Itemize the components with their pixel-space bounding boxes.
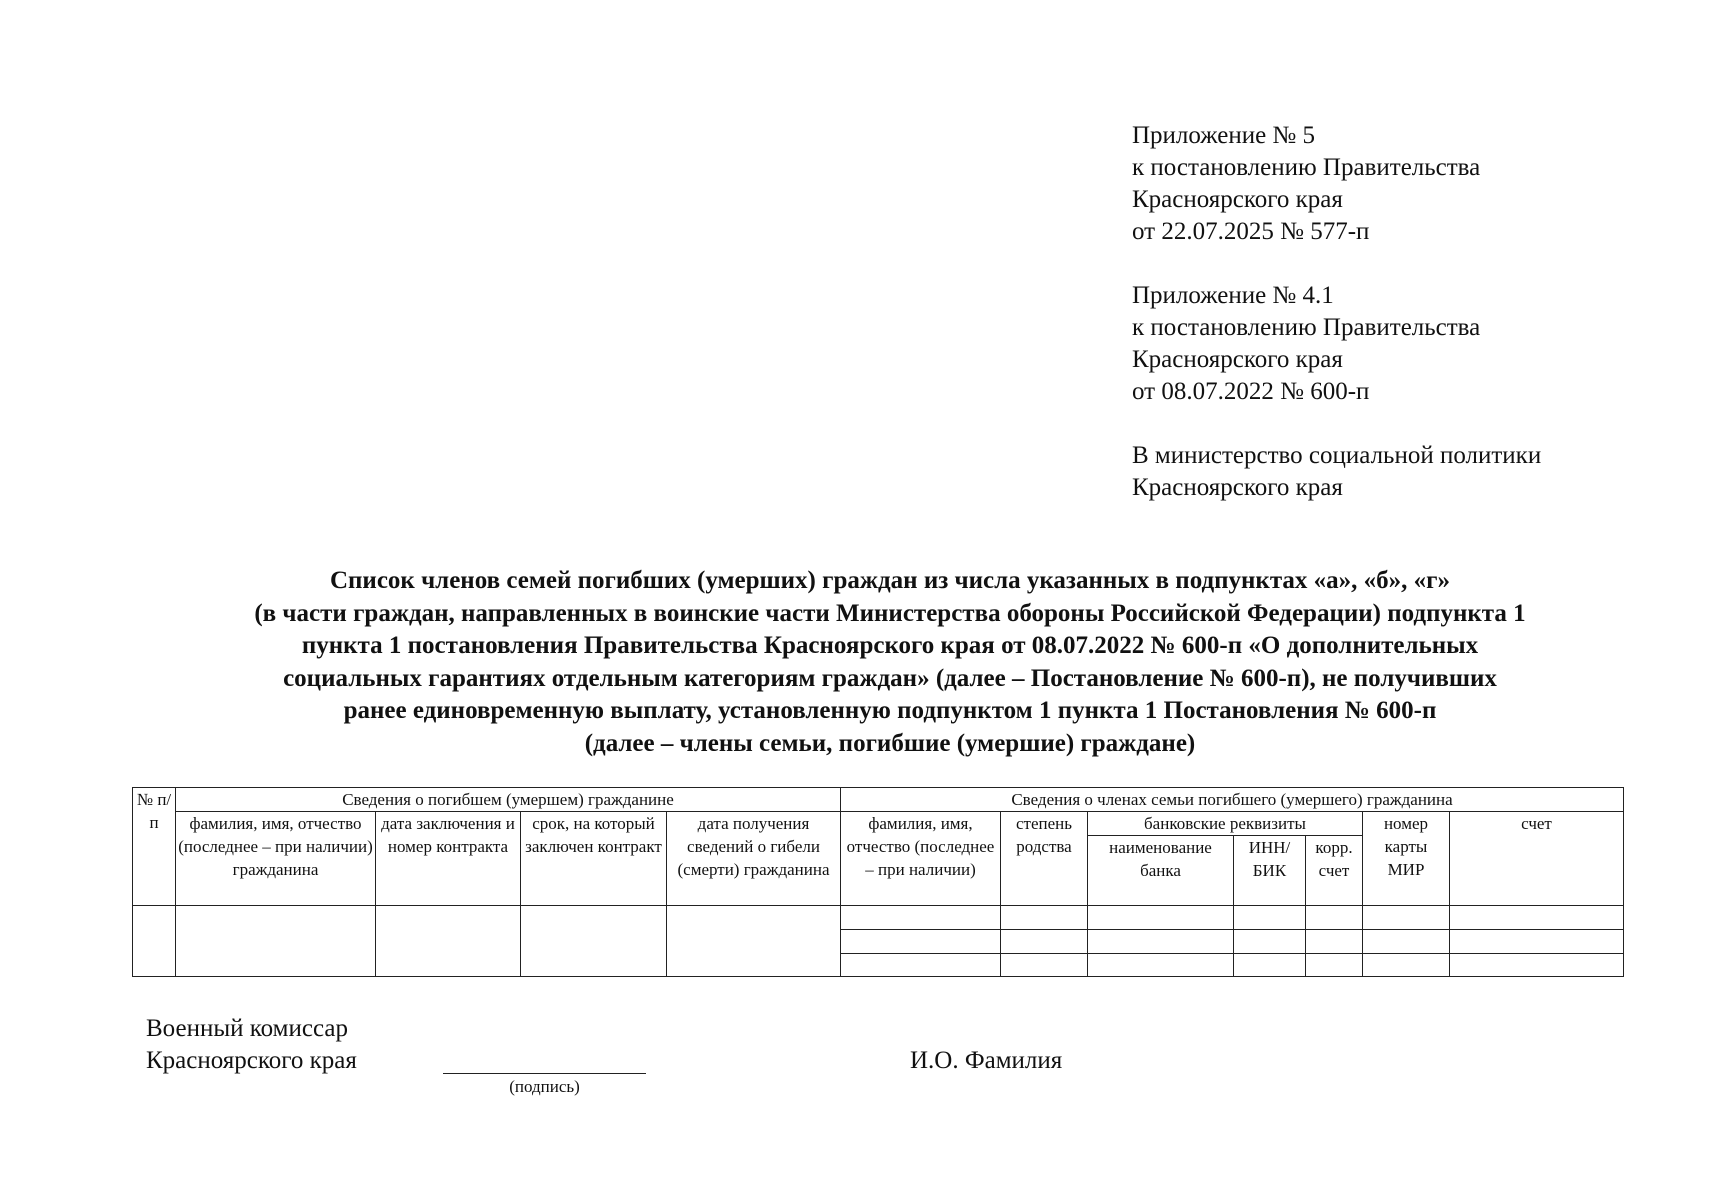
header-line: Красноярского края: [1132, 474, 1343, 501]
bank-details-header: банковские реквизиты: [1088, 812, 1363, 836]
table-cell: [176, 906, 376, 977]
deceased-name-header: фамилия, имя, отчество (последнее – при наличии) гражданина: [176, 812, 376, 906]
table-cell: [1450, 906, 1624, 930]
death-info-date-header: дата получения сведений о гибели (смерти) гражданина: [667, 812, 841, 906]
header-line: В министерство социальной политики: [1132, 442, 1542, 469]
header-line: к постановлению Правительства: [1132, 314, 1481, 341]
title-line: социальных гарантиях отдельным категориям граждан» (далее – Постановление № 600-п), не получивших: [283, 664, 1497, 692]
signature-caption: (подпись): [509, 1077, 580, 1096]
table-cell: [1234, 906, 1306, 930]
signatory-position: [146, 1013, 357, 1077]
document-title: [130, 565, 1650, 760]
table-cell: [1306, 930, 1363, 954]
signatory-line: Военный комиссар: [146, 1015, 348, 1042]
kinship-header: степень родства: [1001, 812, 1088, 906]
title-line: пункта 1 постановления Правительства Красноярского края от 08.07.2022 № 600-п «О дополнительных: [301, 632, 1479, 659]
signatory-line: Красноярского края: [146, 1047, 357, 1074]
contract-term-header: срок, на который заключен контракт: [521, 812, 667, 906]
table-cell: [1234, 930, 1306, 954]
table-cell: [1363, 954, 1450, 977]
table-cell: [1001, 906, 1088, 930]
deceased-group-header: Сведения о погибшем (умершем) гражданине: [176, 788, 841, 812]
header-line: Приложение № 4.1: [1132, 282, 1334, 309]
header-line: Красноярского края: [1132, 346, 1343, 373]
table-cell: [1001, 930, 1088, 954]
table-cell: [1001, 954, 1088, 977]
table-cell: [1234, 954, 1306, 977]
table-cell: [1363, 930, 1450, 954]
table-cell: [1450, 954, 1624, 977]
table-cell: [1363, 906, 1450, 930]
family-member-name-header: фамилия, имя, отчество (последнее – при наличии): [841, 812, 1001, 906]
col-number-header: № п/п: [133, 788, 176, 906]
title-line: (далее – члены семьи, погибшие (умершие) граждане): [584, 729, 1196, 757]
table-cell: [667, 906, 841, 977]
title-line: Список членов семей погибших (умерших) граждан из числа указанных в подпунктах «а», «б», «г»: [329, 567, 1451, 594]
title-line: ранее единовременную выплату, установленную подпунктом 1 пункта 1 Постановления № 600-п: [343, 697, 1437, 724]
header-line: Приложение № 5: [1132, 122, 1316, 149]
table-cell: [1306, 906, 1363, 930]
title-line: (в части граждан, направленных в воинские части Министерства обороны Российской Федерации) подпункта 1: [254, 599, 1526, 627]
header-line: от 22.07.2025 № 577-п: [1132, 218, 1370, 245]
family-group-header: Сведения о членах семьи погибшего (умершего) гражданина: [841, 788, 1624, 812]
table-cell: [1088, 930, 1234, 954]
header-line: от 08.07.2022 № 600-п: [1132, 378, 1370, 405]
account-header: счет: [1450, 812, 1624, 906]
signature-line: [443, 1073, 646, 1074]
family-members-table-wrap: [132, 787, 1624, 977]
header-line: к постановлению Правительства: [1132, 154, 1481, 181]
table-cell: [1088, 906, 1234, 930]
table-cell: [841, 906, 1001, 930]
table-cell: [376, 906, 521, 977]
header-line: Красноярского края: [1132, 186, 1343, 213]
table-cell: [1088, 954, 1234, 977]
table-cell: [1306, 954, 1363, 977]
bank-name-header: наименование банка: [1088, 836, 1234, 906]
addressee-block: [1132, 440, 1692, 504]
appendix-4-1-block: [1132, 280, 1692, 408]
contract-date-header: дата заключения и номер контракта: [376, 812, 521, 906]
signatory-name: И.О. Фамилия: [910, 1047, 1063, 1074]
mir-card-header: номер карты МИР: [1363, 812, 1450, 906]
table-cell: [133, 906, 176, 977]
corr-account-header: корр. счет: [1306, 836, 1363, 906]
table-cell: [841, 954, 1001, 977]
family-members-table: [132, 787, 1624, 977]
appendix-5-block: [1132, 120, 1692, 248]
table-cell: [841, 930, 1001, 954]
table-cell: [521, 906, 667, 977]
table-cell: [1450, 930, 1624, 954]
header-area: [1132, 120, 1692, 504]
inn-bik-header: ИНН/ БИК: [1234, 836, 1306, 906]
